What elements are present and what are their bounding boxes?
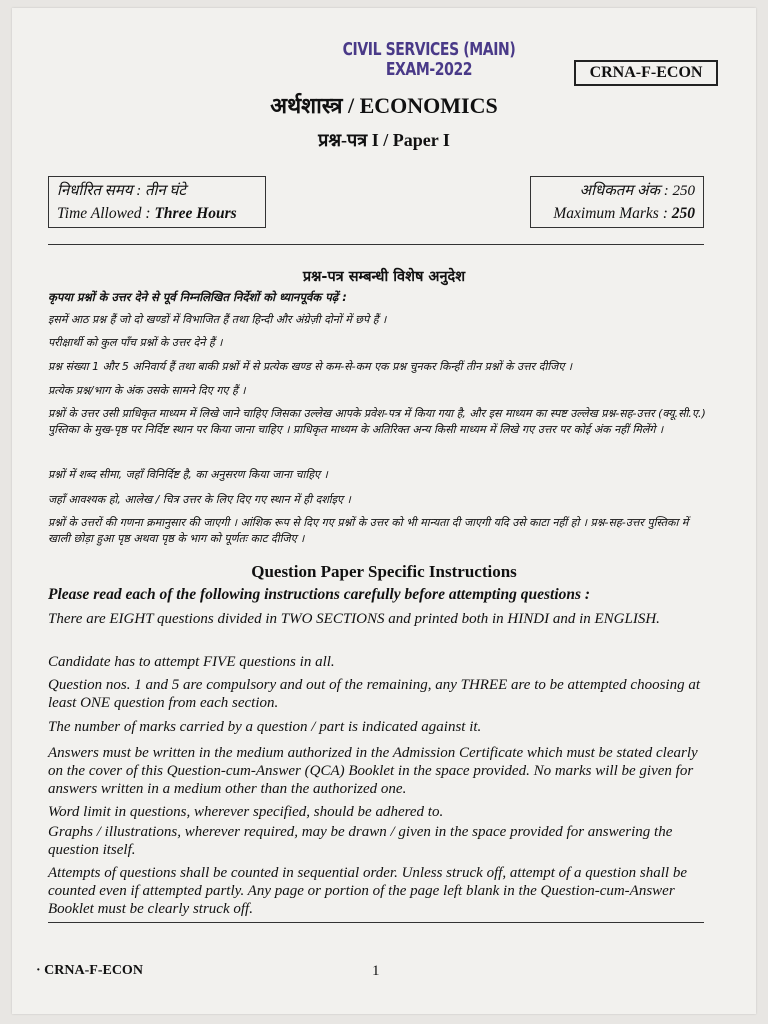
hindi-instruction-2: परीक्षार्थी को कुल पाँच प्रश्नों के उत्तर देने हैं । [48,336,223,349]
english-instructions-heading: Question Paper Specific Instructions [251,562,517,581]
english-instruction-2: Candidate has to attempt FIVE questions in all. [48,654,335,670]
hindi-instruction-7: जहाँ आवश्यक हो, आलेख / चित्र उत्तर के लिए दिए गए स्थान में ही दर्शाइए । [48,493,351,506]
maximum-marks-english: Maximum Marks : 250 [553,205,695,222]
english-instructions-intro: Please read each of the following instructions carefully before attempting questions : [48,586,591,603]
subject-title: अर्थशास्त्र / ECONOMICS [270,93,498,118]
hindi-instructions-intro: कृपया प्रश्नों के उत्तर देने से पूर्व निम्नलिखित निर्देशों को ध्यानपूर्वक पढ़ें : [48,290,347,304]
time-allowed-hindi: निर्धारित समय : तीन घंटे [57,183,186,199]
instructions-end-divider [48,922,704,923]
hindi-instructions-heading: प्रश्न-पत्र सम्बन्धी विशेष अनुदेश [302,269,466,285]
english-instruction-7: Graphs / illustrations, wherever required, may be drawn / given in the space provided for answering the question itself. [48,824,673,858]
paper-code-box: CRNA-F-ECON [574,60,718,86]
maximum-marks-box [530,176,704,228]
hindi-instruction-5: प्रश्नों के उत्तर उसी प्राधिकृत माध्यम में लिखे जाने चाहिए जिसका उल्लेख आपके प्रवेश-पत्र में किया गया है, और इस माध्यम का स्पष्ट उल्लेख प्रश्न-सह-उत्तर (क्यू.सी.ए.) पुस्तिका के मुख-पृष्ठ पर निर्दिष्ट स्थान पर किया जाना चाहिए । प्राधिकृत माध्यम के अतिरिक्त अन्य किसी माध्यम में लिखे गए उत्तर पर कोई अंक नहीं मिलेंगे । [48,407,706,436]
english-instruction-4: The number of marks carried by a question / part is indicated against it. [48,719,482,735]
hindi-instruction-1: इसमें आठ प्रश्न हैं जो दो खण्डों में विभाजित हैं तथा हिन्दी और अंग्रेज़ी दोनों में छपे हैं । [48,313,387,326]
english-instruction-6: Word limit in questions, wherever specified, should be adhered to. [48,804,444,820]
maximum-marks-value: 250 [671,205,695,222]
english-instruction-1: There are EIGHT questions divided in TWO SECTIONS and printed both in HINDI and in ENGLISH. [48,611,660,627]
hindi-instruction-4: प्रत्येक प्रश्न/भाग के अंक उसके सामने दिए गए हैं । [48,384,246,397]
footer-paper-code: · CRNA-F-ECON [36,963,143,978]
paper-title: प्रश्न-पत्र I / Paper I [318,130,450,150]
exam-paper-page [12,8,756,1014]
hindi-instruction-6: प्रश्नों में शब्द सीमा, जहाँ विनिर्दिष्ट है, का अनुसरण किया जाना चाहिए । [48,468,328,481]
page-number: 1 [372,963,380,979]
hindi-instruction-3: प्रश्न संख्या 1 और 5 अनिवार्य हैं तथा बाकी प्रश्नों में से प्रत्येक खण्ड से कम-से-कम एक प्रश्न चुनकर किन्हीं तीन प्रश्नों के उत्तर दीजिए । [48,360,573,373]
english-instruction-8: Attempts of questions shall be counted in sequential order. Unless struck off, attempt of a question shall be counted even if attempted partly. Any page or portion of the page left blank in the Question-cum-Answer Booklet must be clearly struck off. [48,865,687,917]
exam-name-stamp: CIVIL SERVICES (MAIN) EXAM-2022 [342,40,516,80]
maximum-marks-hindi: अधिकतम अंक : 250 [579,183,695,199]
time-allowed-english: Time Allowed : Three Hours [57,205,237,222]
header-divider [48,244,704,245]
english-instruction-5: Answers must be written in the medium authorized in the Admission Certificate which must be stated clearly on the cover of this Question-cum-Answer (QCA) Booklet in the space provided. No marks will be given for answers written in a medium other than the authorized one. [48,745,698,797]
hindi-instruction-8: प्रश्नों के उत्तरों की गणना क्रमानुसार की जाएगी । आंशिक रूप से दिए गए प्रश्नों के उत्तर को भी मान्यता दी जाएगी यदि उसे काटा नहीं हो । प्रश्न-सह-उत्तर पुस्तिका में खाली छोड़ा हुआ पृष्ठ अथवा पृष्ठ के भाग को पूर्णतः काट दीजिए । [48,516,689,545]
english-instruction-3: Question nos. 1 and 5 are compulsory and out of the remaining, any THREE are to be attempted choosing at least ONE question from each section. [48,677,701,711]
time-allowed-value: Three Hours [154,205,237,222]
time-allowed-box [48,176,266,228]
